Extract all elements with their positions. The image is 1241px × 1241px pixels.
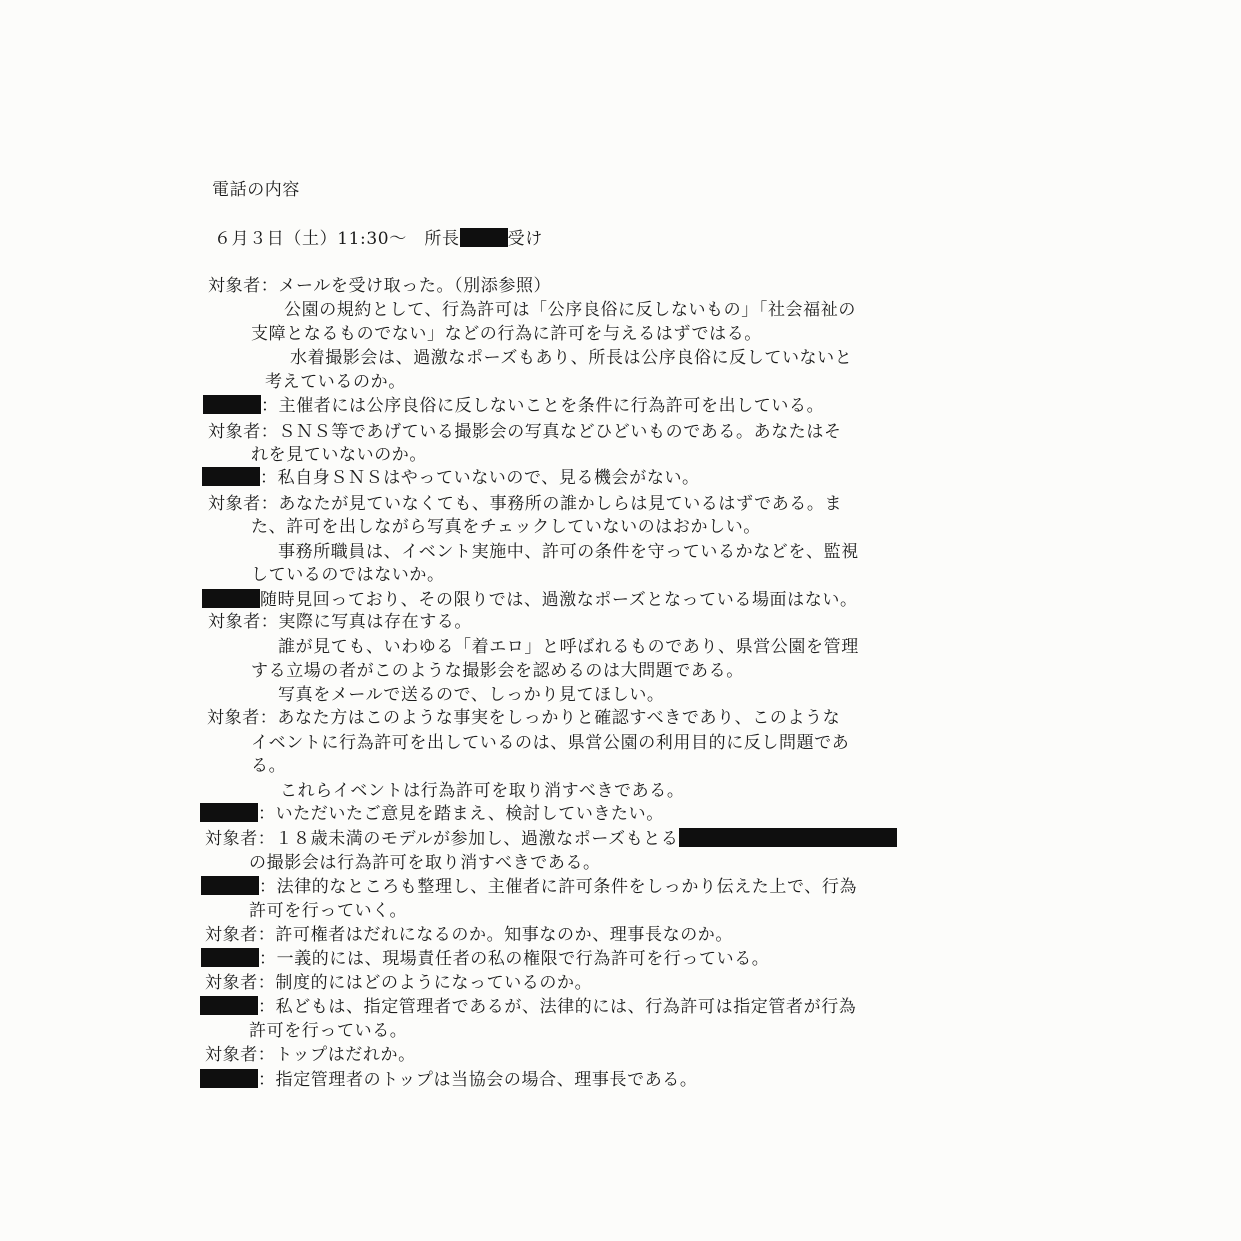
transcript-line: する立場の者がこのような撮影会を認めるのは大問題である。 [251, 661, 744, 681]
call-role: 所長 [424, 229, 460, 249]
transcript-line: 支障となるものでない」などの行為に許可を与えるはずではる。 [251, 324, 762, 344]
redaction-box [200, 1069, 258, 1088]
transcript-text: ：いただいたご意見を踏まえ、検討していきたい。 [258, 804, 664, 824]
transcript-line: 許可を行っていく。 [249, 901, 408, 921]
transcript-line: 写真をメールで送るので、しっかり見てほしい。 [278, 685, 665, 705]
transcript-line: 対象者：許可権者はだれになるのか。知事なのか、理事長なのか。 [205, 925, 733, 945]
transcript-line [202, 466, 700, 490]
transcript-line: の撮影会は行為許可を取り消すべきである。 [249, 853, 601, 873]
transcript-line: 対象者：制度的にはどのようになっているのか。 [205, 973, 593, 993]
document-title: 電話の内容 [212, 180, 300, 200]
transcript-line: 対象者：あなた方はこのような事実をしっかりと確認すべきであり、このような [207, 708, 841, 728]
transcript-line: 水着撮影会は、過激なポーズもあり、所長は公序良俗に反していないと [290, 348, 853, 368]
transcript-text: ：指定管理者のトップは当協会の場合、理事長である。 [258, 1070, 698, 1090]
transcript-line: しているのではないか。 [251, 565, 445, 585]
transcript-line: 対象者：実際に写真は存在する。 [208, 612, 472, 632]
transcript-text: ：一義的には、現場責任者の私の権限で行為許可を行っている。 [259, 949, 770, 969]
redaction-box [200, 803, 258, 822]
redaction-box [679, 828, 897, 847]
transcript-line [201, 947, 769, 971]
transcript-line: 対象者：トップはだれか。 [205, 1045, 416, 1065]
redaction-box [200, 996, 258, 1015]
redaction-box [460, 228, 508, 247]
redaction-box [201, 948, 259, 967]
transcript-text: ：私自身ＳＮＳはやっていないので、見る機会がない。 [260, 468, 700, 488]
transcript-line: 対象者：あなたが見ていなくても、事務所の誰かしらは見ているはずである。ま [208, 494, 843, 514]
transcript-line [203, 394, 824, 418]
transcript-line [201, 875, 857, 899]
transcript-text: 随時見回っており、その限りでは、過激なポーズとなっている場面はない。 [260, 590, 858, 610]
transcript-line: 誰が見ても、いわゆる「着エロ」と呼ばれるものであり、県営公園を管理 [278, 637, 859, 657]
redaction-box [201, 876, 259, 895]
call-suffix: 受け [507, 229, 543, 249]
transcript-text: 対象者：１８歳未満のモデルが参加し、過激なポーズもとる [205, 829, 679, 849]
call-date-line [214, 227, 543, 251]
transcript-line: れを見ていないのか。 [251, 445, 427, 465]
redaction-box [203, 395, 261, 414]
transcript-line [200, 802, 664, 826]
transcript-line [200, 995, 856, 1019]
transcript-line: 考えているのか。 [265, 372, 406, 392]
transcript-text: ：主催者には公序良俗に反しないことを条件に行為許可を出している。 [261, 396, 825, 416]
transcript-line: る。 [251, 756, 287, 776]
transcript-line: イベントに行為許可を出しているのは、県営公園の利用目的に反し問題であ [251, 733, 850, 753]
transcript-line: た、許可を出しながら写真をチェックしていないのはおかしい。 [251, 517, 761, 537]
transcript-line [200, 1068, 698, 1092]
transcript-line [202, 588, 858, 612]
redaction-box [202, 467, 260, 486]
transcript-line: 許可を行っている。 [249, 1021, 408, 1041]
transcript-line [205, 827, 897, 851]
redaction-box [202, 589, 260, 608]
transcript-line: 対象者：メールを受け取った。（別添参照） [208, 276, 552, 296]
transcript-text: ：法律的なところも整理し、主催者に許可条件をしっかり伝えた上で、行為 [259, 877, 858, 897]
transcript-line: 事務所職員は、イベント実施中、許可の条件を守っているかなどを、監視 [278, 542, 859, 562]
transcript-line: 対象者：ＳＮＳ等であげている撮影会の写真などひどいものである。あなたはそ [208, 422, 842, 442]
transcript-line: これらイベントは行為許可を取り消すべきである。 [280, 781, 685, 801]
transcript-line: 公園の規約として、行為許可は「公序良俗に反しないもの」「社会福祉の [284, 300, 856, 320]
transcript-text: ：私どもは、指定管理者であるが、法律的には、行為許可は指定管者が行為 [258, 997, 857, 1017]
call-date: ６月３日（土）11:30～ [214, 229, 407, 249]
